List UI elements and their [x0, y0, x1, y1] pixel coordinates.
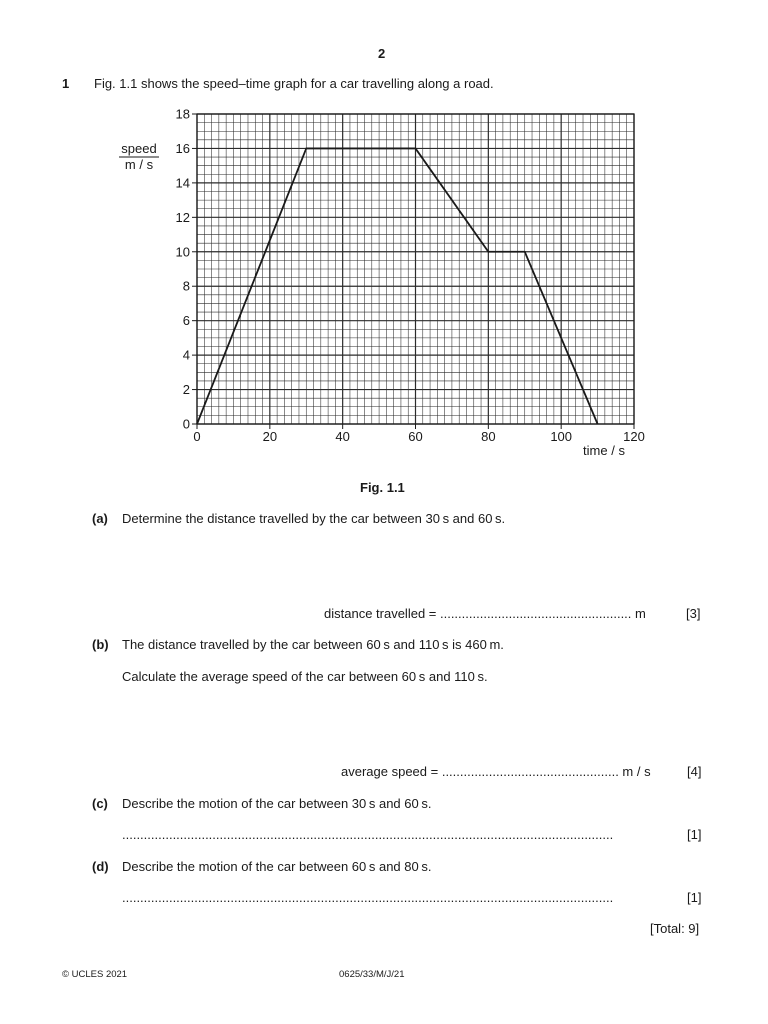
- footer-code: 0625/33/M/J/21: [339, 969, 405, 980]
- part-d-prompt: Describe the motion of the car between 60 s and 80 s.: [122, 859, 432, 874]
- part-a-marks: [3]: [686, 606, 701, 621]
- y-axis-label-quantity: speed: [121, 141, 157, 156]
- y-tick-label: 14: [175, 175, 190, 191]
- part-a-answer-line[interactable]: distance travelled = ..................................................... m: [324, 606, 646, 621]
- part-b-prompt: The distance travelled by the car between 60 s and 110 s is 460 m.: [122, 637, 504, 652]
- y-tick-label: 4: [182, 347, 190, 363]
- part-d-answer-line[interactable]: ........................................................................................................................................: [122, 890, 614, 905]
- question-number: 1: [62, 76, 70, 91]
- x-tick-label: 20: [262, 429, 278, 444]
- y-tick-label: 18: [175, 106, 190, 122]
- part-a-prompt: Determine the distance travelled by the car between 30 s and 60 s.: [122, 511, 506, 526]
- y-tick-label: 2: [182, 382, 190, 398]
- x-tick-label: 80: [481, 429, 496, 444]
- x-tick-label: 100: [550, 429, 573, 444]
- part-c-marks: [1]: [687, 827, 702, 842]
- y-tick-label: 0: [182, 416, 190, 432]
- figure-caption: Fig. 1.1: [360, 480, 405, 495]
- y-axis-label-unit: m / s: [124, 157, 154, 172]
- y-tick-label: 8: [182, 278, 190, 294]
- part-c-answer-line[interactable]: ........................................................................................................................................: [122, 827, 614, 842]
- x-tick-label: 120: [623, 429, 645, 444]
- y-tick-label: 12: [175, 209, 190, 225]
- part-b-prompt-2: Calculate the average speed of the car between 60 s and 110 s.: [122, 669, 488, 684]
- part-d-marks: [1]: [687, 890, 702, 905]
- x-axis-label: time / s: [583, 443, 625, 458]
- total-marks: [Total: 9]: [650, 921, 700, 936]
- part-b-label: (b): [92, 637, 109, 652]
- part-c-label: (c): [92, 796, 108, 811]
- y-tick-label: 6: [182, 313, 190, 329]
- x-tick-label: 0: [193, 429, 201, 444]
- part-a-label: (a): [92, 511, 108, 526]
- y-tick-label: 16: [175, 140, 190, 156]
- footer-copyright: © UCLES 2021: [62, 969, 128, 980]
- part-c-prompt: Describe the motion of the car between 30 s and 60 s.: [122, 796, 432, 811]
- part-b-marks: [4]: [687, 764, 702, 779]
- x-tick-label: 40: [335, 429, 350, 444]
- page-number: 2: [378, 46, 386, 61]
- part-b-answer-line[interactable]: average speed = ................................................. m / s: [341, 764, 651, 779]
- y-tick-label: 10: [175, 244, 190, 260]
- x-tick-label: 60: [408, 429, 423, 444]
- part-d-label: (d): [92, 859, 109, 874]
- speed-time-graph: [0, 0, 768, 480]
- question-intro: Fig. 1.1 shows the speed–time graph for a car travelling along a road.: [94, 76, 494, 91]
